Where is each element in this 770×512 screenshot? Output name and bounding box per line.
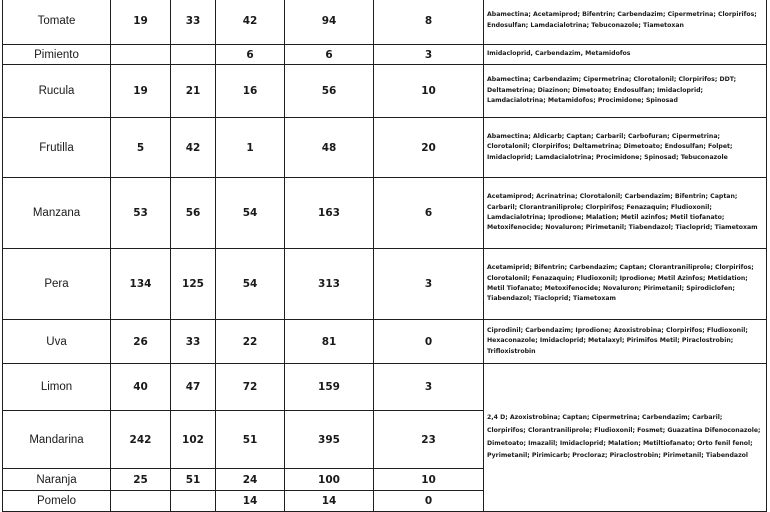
crop-name: Mandarina	[3, 411, 111, 469]
crop-name: Limon	[3, 364, 111, 411]
pesticide-list: Abamectina; Acetamiprod; Bifentrin; Carbendazim; Cipermetrina; Clorpirifos; Endosulfan; Lamdacialotrina; Tebuconazole; Tiametoxan	[484, 0, 767, 45]
cell-value: 42	[171, 118, 216, 178]
cell-total: 94	[285, 0, 374, 45]
cell-value: 1	[216, 118, 285, 178]
cell-value	[111, 45, 171, 65]
cell-value: 25	[111, 469, 171, 491]
cell-value: 16	[216, 65, 285, 118]
crop-name: Tomate	[3, 0, 111, 45]
crop-name: Manzana	[3, 178, 111, 249]
cell-value: 54	[216, 178, 285, 249]
cell-count: 10	[374, 65, 484, 118]
cell-value: 54	[216, 249, 285, 320]
cell-total: 81	[285, 320, 374, 364]
pesticide-list: Acetamiprod; Acrinatrina; Clorotalonil; Carbendazim; Bifentrin; Captan; Carbaril; Clorantraniliprole; Clorpirifos; Fenazaquin; Fludioxonil; Lamdacialotrina; Iprodione; Malation; Metil azinfos; Metil tiofanato; Metoxifenocide; Novaluron; Pirimetanil; Tiabendazol; Tiacloprid; Tiametoxam	[484, 178, 767, 249]
cell-value: 56	[171, 178, 216, 249]
table-row	[3, 320, 767, 364]
cell-value: 51	[216, 411, 285, 469]
cell-value: 102	[171, 411, 216, 469]
residue-table	[2, 0, 767, 512]
cell-count: 3	[374, 249, 484, 320]
cell-value: 33	[171, 320, 216, 364]
cell-total: 14	[285, 491, 374, 512]
table-row	[3, 65, 767, 118]
cell-value: 26	[111, 320, 171, 364]
cell-value: 19	[111, 65, 171, 118]
crop-name: Rucula	[3, 65, 111, 118]
cell-value: 6	[216, 45, 285, 65]
cell-value	[171, 491, 216, 512]
cell-total: 48	[285, 118, 374, 178]
cell-total: 163	[285, 178, 374, 249]
cell-total: 159	[285, 364, 374, 411]
table-row	[3, 364, 767, 411]
cell-total: 313	[285, 249, 374, 320]
pesticide-list: Ciprodinil; Carbendazim; Iprodione; Azoxistrobina; Clorpirifos; Fludioxonil; Hexaconazole; Imidacloprid; Metalaxyl; Pirimifos Metil; Piraclostrobin; Trifloxistrobin	[484, 320, 767, 364]
pesticide-list: Abamectina; Aldicarb; Captan; Carbaril; Carbofuran; Cipermetrina; Clorotalonil; Clorpirifos; Deltametrina; Dimetoato; Endosulfan; Folpet; Imidacloprid; Lamdacialotrina; Procimidone; Spinosad; Tebuconazole	[484, 118, 767, 178]
cell-value: 47	[171, 364, 216, 411]
cell-count: 23	[374, 411, 484, 469]
crop-name: Pera	[3, 249, 111, 320]
pesticide-list: Acetamiprid; Bifentrin; Carbendazim; Captan; Clorantraniliprole; Clorpirifos; Clorotalonil; Fenazaquin; Fludioxonil; Iprodione; Metil Azinfos; Metidation; Metil Tiofanato; Metoxifenocide; Novaluron; Pirimetanil; Spirodiclofen; Tiabendazol; Tiacloprid; Tiametoxam	[484, 249, 767, 320]
crop-name: Pimiento	[3, 45, 111, 65]
cell-total: 395	[285, 411, 374, 469]
cell-count: 3	[374, 364, 484, 411]
cell-value: 51	[171, 469, 216, 491]
pesticide-list: Imidacloprid, Carbendazim, Metamidofos	[484, 45, 767, 65]
cell-count: 6	[374, 178, 484, 249]
cell-count: 8	[374, 0, 484, 45]
cell-value: 33	[171, 0, 216, 45]
cell-total: 6	[285, 45, 374, 65]
cell-value: 22	[216, 320, 285, 364]
crop-name: Uva	[3, 320, 111, 364]
cell-value	[171, 45, 216, 65]
cell-value: 14	[216, 491, 285, 512]
cell-total: 56	[285, 65, 374, 118]
table-row	[3, 249, 767, 320]
cell-value: 42	[216, 0, 285, 45]
cell-count: 20	[374, 118, 484, 178]
table-row	[3, 118, 767, 178]
cell-value: 21	[171, 65, 216, 118]
cell-value: 24	[216, 469, 285, 491]
cell-value: 40	[111, 364, 171, 411]
cell-value: 242	[111, 411, 171, 469]
cell-value: 125	[171, 249, 216, 320]
table-row	[3, 45, 767, 65]
crop-name: Naranja	[3, 469, 111, 491]
cell-count: 10	[374, 469, 484, 491]
crop-name: Frutilla	[3, 118, 111, 178]
table-row	[3, 178, 767, 249]
cell-value: 53	[111, 178, 171, 249]
cell-count: 0	[374, 320, 484, 364]
cell-value: 19	[111, 0, 171, 45]
cell-count: 3	[374, 45, 484, 65]
table-row	[3, 0, 767, 45]
cell-value: 134	[111, 249, 171, 320]
cell-value: 5	[111, 118, 171, 178]
cell-value	[111, 491, 171, 512]
cell-total: 100	[285, 469, 374, 491]
cell-count: 0	[374, 491, 484, 512]
cell-value: 72	[216, 364, 285, 411]
crop-name: Pomelo	[3, 491, 111, 512]
citrus-pesticide-list: 2,4 D; Azoxistrobina; Captan; Cipermetrina; Carbendazim; Carbaril; Clorpirifos; Clorantraniliprole; Fludioxonil; Fosmet; Guazatina Difenoconazole; Dimetoato; Imazalil; Imidacloprid; Malation; Metiltiofanato; Orto fenil fenol; Pyrimetanil; Pirimicarb; Procloraz; Piraclostrobin; Pirimetanil; Tiabendazol	[484, 364, 767, 512]
pesticide-list: Abamectina; Carbendazim; Cipermetrina; Clorotalonil; Clorpirifos; DDT; Deltametrina; Diazinon; Dimetoato; Endosulfan; Imidacloprid; Lamdacialotrina; Metamidofos; Procimidone; Spinosad	[484, 65, 767, 118]
